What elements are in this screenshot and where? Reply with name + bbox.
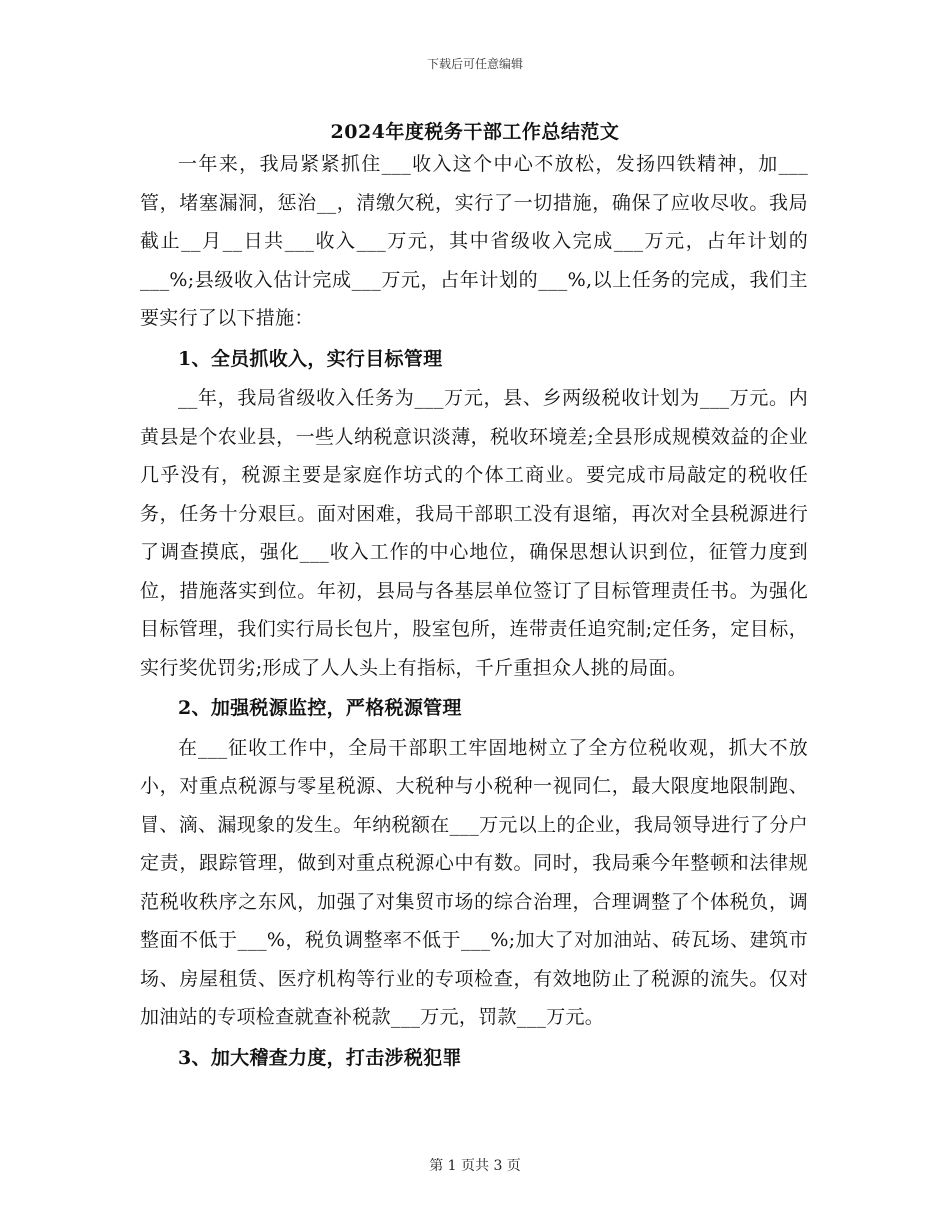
section-1-paragraph: __年，我局省级收入任务为___万元，县、乡两级税收计划为___万元。内黄县是个农业县，一些人纳税意识淡薄，税收环境差;全县形成规模效益的企业几乎没有，税源主要是家庭作坊式的个体工商业。要完成市局敲定的税收任务，任务十分艰巨。面对困难，我局干部职工没有退缩，再次对全县税源进行了调查摸底，强化___收入工作的中心地位，确保思想认识到位，征管力度到位，措施落实到位。年初，县局与各基层单位签订了目标管理责任书。为强化目标管理，我们实行局长包片，股室包所，连带责任追究制;定任务，定目标，实行奖优罚劣;形成了人人头上有指标，千斤重担众人挑的局面。 [140,387,808,679]
intro-paragraph: 一年来，我局紧紧抓住___收入这个中心不放松，发扬四铁精神，加___管，堵塞漏洞，惩治__，清缴欠税，实行了一切措施，确保了应收尽收。我局截止__月__日共___收入___万元，其中省级收入完成___万元，占年计划的___%;县级收入估计完成___万元，占年计划的___%,以上任务的完成，我们主要实行了以下措施： [140,153,808,329]
section-1-heading: 1、全员抓收入，实行目标管理 [178,347,443,370]
document-body [140,145,808,1078]
header-note: 下载后可任意编辑 [426,57,523,71]
document-title: 2024年度税务干部工作总结范文 [330,121,620,143]
section-2-paragraph: 在___征收工作中，全局干部职工牢固地树立了全方位税收观，抓大不放小，对重点税源与零星税源、大税种与小税种一视同仁，最大限度地限制跑、冒、滴、漏现象的发生。年纳税额在___万元以上的企业，我局领导进行了分户定责，跟踪管理，做到对重点税源心中有数。同时，我局乘今年整顿和法律规范税收秩序之东风，加强了对集贸市场的综合治理，合理调整了个体税负，调整面不低于___%，税负调整率不低于___%;加大了对加油站、砖瓦场、建筑市场、房屋租赁、医疗机构等行业的专项检查，有效地防止了税源的流失。仅对加油站的专项检查就查补税款___万元，罚款___万元。 [140,736,808,1028]
page-number: 第 1 页共 3 页 [429,1158,521,1174]
section-2-heading: 2、加强税源监控，严格税源管理 [178,697,462,719]
section-3-heading: 3、加大稽查力度，打击涉税犯罪 [178,1046,462,1069]
